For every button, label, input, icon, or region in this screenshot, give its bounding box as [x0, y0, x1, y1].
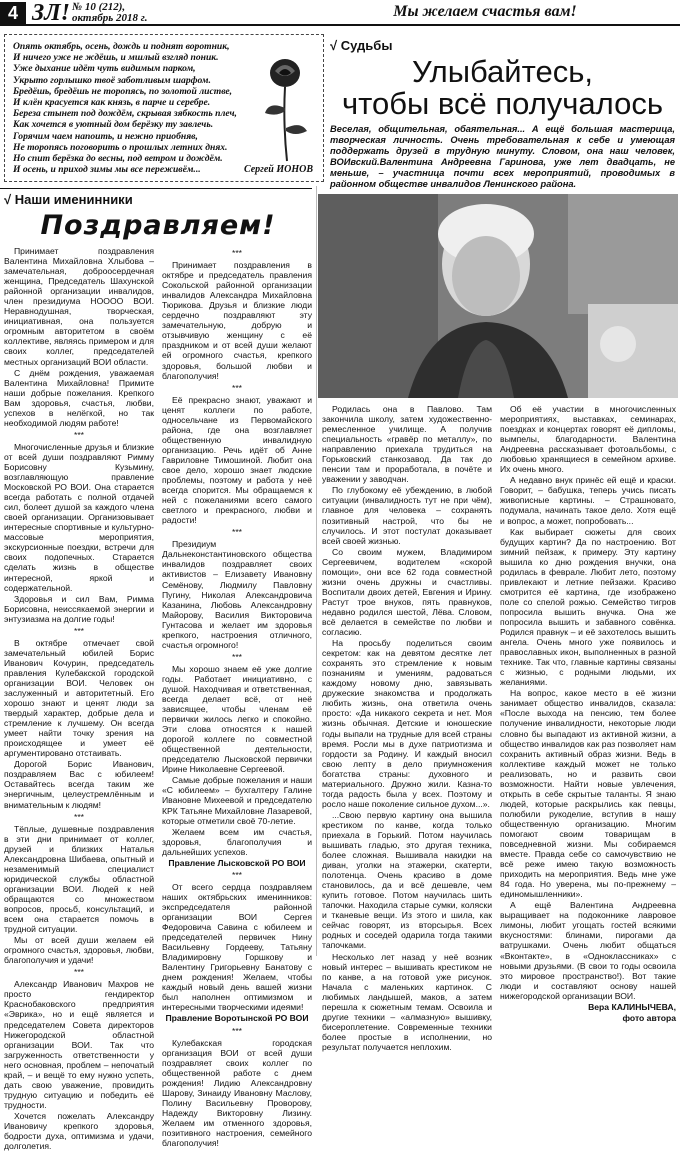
column-divider [316, 186, 317, 956]
separator-stars: *** [73, 625, 85, 636]
poem-line: Береза стынет под дождём, скрывая зябкость плеч, [13, 108, 237, 120]
separator-stars: *** [231, 651, 243, 662]
article-paragraph: По глубокому её убеждению, в любой ситуации (инвалидность тут не при чём), главное для человека – сохранять позитивный настрой, что бы не случилось. И этот постулат доказывает всей своей жизнью. [322, 485, 492, 546]
article-title-line2: чтобы всё получалось [341, 86, 664, 121]
poem-box [4, 34, 324, 182]
greeting-paragraph: Принимает поздравления в октябре и председатель правления Сокольской районной организации инвалидов Александра Михайловна Тюрикова. Друзья и близкие люди сердечно поздравляют эту замечательную, добрую и отзывчивую женщину с её праздником и от всей души желают ей огромного счастья, крепкого здоровья, большой любви и благополучия! [162, 260, 312, 381]
greeting-paragraph: С днём рождения, уважаемая Валентина Михайловна! Примите наши добрые пожелания. Крепкого Вам здоровья, счастья, любви, успехов в нелёгкой, но так необходимой людям работе! [4, 367, 154, 428]
greeting-paragraph: В октябре отмечает свой замечательный юбилей Борис Иванович Кочурин, председатель правления Кулебакской городской организации ВОИ. Человек он заслуженный и авторитетный. Его хорошо знают и ценят люди за твердый характер, добрые дела и стремление к лучшему. Он всегда умеет найти точку зрения на происходящее и умеет её аргументировано отстаивать. [4, 637, 154, 759]
issue-number: № 10 (212), [72, 1, 126, 13]
greeting-paragraph: Кулебакская городская организация ВОИ от всей души поздравляет своих коллег по общественной работе с днем рождения! Лидию Александровну Шарову, Зинаиду Ивановну Маслову, Полину Васильевну Проворову, Надежду Викторовну Лизину. Желаем им отменного здоровья, позитивного настроения, семейного благополучия! [162, 1037, 312, 1149]
poem-line: Горячим чаем напоить, и нежно приобняв, [13, 130, 198, 142]
poem-line: Как хочется в уютный дом берёзку ту завлечь. [13, 119, 214, 131]
article-paragraph: На вопрос, какое место в её жизни занимает общество инвалидов, сказала: «После выхода на пенсию, тем более получение инвалидности, некоторые люди словно бы выпадают из активной жизни, а общество инвалидов как раз позволяет нам сохранить активный образ жизни. Ведь в коллективе каждый может не только реализовать, но и развить свои возможности. Найти новые увлечения, открыть в себе скрытые таланты. Я знаю людей, которые раскрылись как певцы, полюбили рукоделие, вступив в нашу общественную организацию. Многим помогают своим товарищам в повседневной жизни. Мы собираемся вместе. Правда себе со самочувствию не всё реже имею такую возможность приходить на мероприятия. Ведь мне уже 84 года. Но уверена, мы по-прежнему – единомышленники». [500, 688, 676, 900]
poem-line: Бредёшь, бредёшь не торопясь, по золотой листве, [13, 85, 233, 97]
separator-stars: *** [231, 869, 243, 880]
poem-line: Укрыто горлышко твоё заботливым шарфом. [13, 74, 211, 86]
poem-line: Уже дыхание идёт чуть видимым парком, [13, 63, 196, 75]
greeting-paragraph: Самые добрые пожелания и наши «С юбилеем» – бухгалтеру Галине Ивановне Михеевой и председателю КРК Татьяне Михайловне Лазаревой, которые отметили своё 70-летие. [162, 775, 312, 826]
article-paragraph: На просьбу поделиться своим секретом: как на девятом десятке лет сохранять это стремление к новым познаниям и умениям, радоваться каждому новому дню, завязывать дружеские знакомства и продолжать любить жизнь, она ответила очень просто: «Да никакого секрета и нет. Моя жизнь обычная. Детские и юношеские годы выпали на трудные для всей страны время. Росли мы в духе патриотизма и гордости за Родину. И каждый вносил свою лепту в дело приумножения богатства страны: духовного и материального. Дружно жили. Казна-то тогда радость была у всех. Поэтому и росло наше поколение сильное духом...». [322, 638, 492, 809]
article-column-1 [322, 404, 492, 1052]
poem-line: Но спит берёзка до весны, под ветром и дождём. [13, 153, 223, 165]
greeting-paragraph: Желаем всем им счастья, здоровья, благополучия и дальнейших успехов. [162, 826, 312, 857]
greeting-paragraph: От всего сердца поздравляем наших октябрьских именинников: экспредседателя районной организации ВОИ Сергея Федоровича Савина с юбилеем и председателей первичек Нину Васильевну Гордееву, Татьяну Владимировну Горшкову и Валентину Григорьевну Банатову с днем рождения! Желаем, чтобы каждый новый день вашей жизни был наполнен оптимизмом и интересными творческими идеями! [162, 881, 312, 1013]
rubric-sudby: √ Судьбы [330, 38, 393, 53]
greeting-paragraph: Александр Иванович Махров не просто гендиректор Краснобаковского предприятия «Эврика», но и ещё является и председателем Совета директоров Нижегородской областной организации ВОИ. Так что загруженность ответственности у него основная, проблем – непочатый край, – и вещё то ему нужно успеть, дать свою уважение, провидить трудную ситуацию и победить её трудности. [4, 979, 154, 1110]
article-author: Вера КАЛИНЫЧЕВА, [588, 1001, 676, 1012]
poem-text [13, 41, 243, 175]
article-paragraph: Об её участии в многочисленных мероприятиях, выставках, семинарах, поездках и концертах говорят её дипломы, вымпелы, благодарности. Валентина Андреевна рассказывает фотоальбомы, с любовью хранящиеся в семейном архиве. Их очень много. [500, 404, 676, 475]
greeting-signature: Правление Лысковской РО ВОИ [168, 857, 306, 868]
greeting-paragraph: Многочисленные друзья и близкие от всей души поздравляют Римму Борисовну Кузьмину, возглавляющую правление Московской РО ВОИ. Она старается всегда работать с полной отдачей сил, болеет душой за каждого члена своей организации. Организовывает интересные спортивные и культурно-массовые мероприятия, экскурсионные поездки, встречи для своих подопечных. Старается сделать жизнь в обществе интересной, яркой и содержательной. [4, 441, 154, 593]
issue-date: октябрь 2018 г. [72, 12, 148, 24]
masthead [0, 0, 680, 26]
separator-stars: *** [73, 811, 85, 822]
separator-stars: *** [73, 429, 85, 440]
article-paragraph: А недавно внук принёс ей ещё и краски. Говорит, – бабушка, теперь учись писать живописные картины. – Страшновато, подумала, начинать такое дело. Хотя ещё и вопрос, а может, попробовать... [500, 475, 676, 526]
greeting-paragraph: Мы от всей души желаем ей огромного счастья, здоровья, любви, благополучия и удачи! [4, 935, 154, 966]
article-paragraph: Со своим мужем, Владимиром Сергеевичем, водителем «скорой помощи», они все 62 года совместной жизни очень дружны и счастливы. Воспитали двоих детей, Евгения и Ирину. Растут трое внуков, пять правнуков, недавно родился шестой, Лёва. Словом, всё делается в семействе по любви и согласию. [322, 546, 492, 638]
poem-line: И осень, и приход зимы мы все переживём... [13, 164, 201, 176]
article-lead: Веселая, общительная, обаятельная... А ещё большая мастерица, творческая личность. Очень требовательная к себе и умеющая поддержать друзей в трудную минуту. Словом, она наш человек, ВОИвский.Валентина Андреевна Гаринова, уже лет двадцать, не меньше, – участница почти всех мероприятий, проводимых в районном обществе инвалидов Ленинского района. [330, 124, 675, 189]
greeting-paragraph: Мы хорошо знаем её уже долгие годы. Работает инициативно, с душой. Находчивая и ответственная, всегда делает всё, от неё зависящее, чтобы членам её первички жилось легко и спокойно. Эти слова относятся к нашей дорогой коллеге по совместной общественной деятельности, председателю Лысковской первички Ирине Николаевне Сергеевой. [162, 663, 312, 775]
greeting-paragraph: Тёплые, душевные поздравления в эти дни принимает от коллег, друзей и близких Наталья Александровна Шибаева, опытный и незаменимый специалист юридической службы областной организации ВОИ. Людей к ней обращаются со множеством вопросов, просьб, консультаций, и всем она старается помочь в трудной ситуации. [4, 823, 154, 935]
article-paragraph: Как выбирает сюжеты для своих будущих картин? Да по настроению. Вот зимний пейзаж, к примеру. Эту картину вышила ко дню рождения внучки, она родилась в феврале. Любит лето, поэтому привлекают и летние пейзажи. Красиво смотрится её картина, где изображено поле со спелой рожью. Семейство тигров попросила вышить внучка. Она же попросила вышить и забавного совёнка. Родился правнук – и её захотелось вышить ангела. Очень много уже появилось и православных икон, выполненных в разной технике. Так что, главные картины связаны с жизнью, с родными людьми, их желаниями. [500, 526, 676, 688]
separator-stars: *** [231, 1025, 243, 1036]
article-paragraph: ...Свою первую картину она вышила крестиком по канве, когда только приехала в Горький. Потом научилась вышивать гладью, это другая техника, более сложная. Вышивала накидки на диван, уголки на этажерки, скатерти, полотенца. Очень красиво в доме становилось, да и всё дешевле, чем купить готовое. Потом научилась шить тапочки. Находила старые сумки, коляски и тканевые вещи. Из этого и шила, как сейчас говорят, из вторсырья. Всех родных и соседей одарила тогда такими тапочками. [322, 809, 492, 951]
greetings-column-1 [4, 246, 154, 1151]
rubric-imeninniki: √ Наши именинники [4, 192, 133, 207]
page-number: 4 [0, 2, 26, 24]
separator-stars: *** [231, 248, 243, 258]
greeting-paragraph: Принимает поздравления Валентина Михайловна Хлыбова – замечательная, доброосердечная женщина, Председатель Шахунской районной организации инвалидов, член президиума НОООО ВОИ. Неравнодушная, творческая, инициативная, она пользуется огромным авторитетом в своём коллективе, являясь примером и для своих коллег, председателей местных организаций ВОИ области. [4, 246, 154, 367]
greeting-paragraph: Здоровья и сил Вам, Римма Борисовна, неиссякаемой энергии и энтузиазма на долгие годы! [4, 593, 154, 624]
article-paragraph: А ещё Валентина Андреевна выращивает на подоконнике лавровое лимоны, любит угощать гостей всякими вкусностями: блинами, пирогами да ватрушками. Очень любит общаться «Вконтакте», в «Одноклассниках» с новыми друзьями. (В свои то годы освоила это мировое пространство!). Вот такие люди и составляют основу нашей нижегородской организации ВОИ. [500, 900, 676, 1001]
separator-stars: *** [73, 967, 85, 978]
poem-line: И клён красуется как князь, в парче и серебре. [13, 97, 211, 109]
poem-line: И ничего уже не ждёшь, и мшлый взгляд поник. [13, 52, 219, 64]
congrats-banner [4, 210, 312, 242]
greeting-paragraph: Президиум Дальнеконстантиновского общества инвалидов поздравляет своих активистов – Елизавету Ивановну Семёнову, Людмилу Павловну Пугину, Николая Александровича Казанина, Любовь Александровну Майорову, Василия Викторовича Гунтасова и желает им здоровья крепкого, настроения отличного, счастья огромного! [162, 539, 312, 650]
paper-name: ЗЛ! [32, 0, 71, 26]
greeting-paragraph: Её прекрасно знают, уважают и ценят коллеги по работе, односельчане из Первомайского района, где она возглавляет общественную инвалидную организацию. Речь идёт об Анне Гавриловне Тимошиной. Любит она свое дело, хорошо знает людские проблемы, поэтому и работа у неё всегда спорится. Мы обращаемся к ней с пожеланиями всего самого светлого и прекрасного, любви и радости! [162, 394, 312, 526]
greetings-column-2 [162, 246, 312, 1149]
poem-author: Сергей ИОНОВ [243, 164, 313, 175]
poem-line: Опять октябрь, осень, дождь и поднят воротник, [13, 41, 230, 52]
page-tagline: Мы желаем счастья вам! [393, 3, 577, 20]
article-paragraph: Несколько лет назад у неё возник новый интерес – вышивать крестиком не по канве, а на готовой уже рисунок. Начала с маленьких картинок. С любимых ландышей, маков, а затем перешла к сюжетным темам. Освоила и другие техники – «алмазную» вышивку, бисероплетение. Современные техники более простые в исполнении, но результат получается неплохим. [322, 951, 492, 1052]
separator-stars: *** [231, 527, 243, 538]
greeting-paragraph: Хочется пожелать Александру Ивановичу крепкого здоровья, бодрости духа, оптимизма и удачи, долголетия. [4, 1110, 154, 1151]
photo-credit: фото автора [622, 1012, 676, 1023]
issue-info [72, 2, 147, 24]
poem-line: Не торопясь поговорить о прошлых летних днях. [13, 141, 228, 153]
separator-stars: *** [231, 382, 243, 393]
greeting-signature: Правление Воротынской РО ВОИ [165, 1013, 309, 1024]
rose-illustration [255, 53, 315, 163]
article-paragraph: Родилась она в Павлово. Там закончила школу, затем художественно-ремесленное училище. А получив специальность «гравёр по металлу», по направлению приехала трудиться на Горьковский станкозавод. Да так до пенсии там и проработала, в почёте и уважении у заводчан. [322, 404, 492, 485]
congrats-banner-text: Поздравляем! [40, 210, 276, 241]
article-column-2 [500, 404, 676, 1023]
article-title-line1: Улыбайтесь, [412, 54, 593, 89]
section-divider [0, 188, 312, 189]
greeting-paragraph: Дорогой Борис Иванович, поздравляем Вас с юбилеем! Оставайтесь всегда таким же энергичным, целеустремлённым и внимательным к людям! [4, 759, 154, 810]
article-title [330, 56, 675, 120]
woman-portrait-photo [318, 194, 678, 398]
